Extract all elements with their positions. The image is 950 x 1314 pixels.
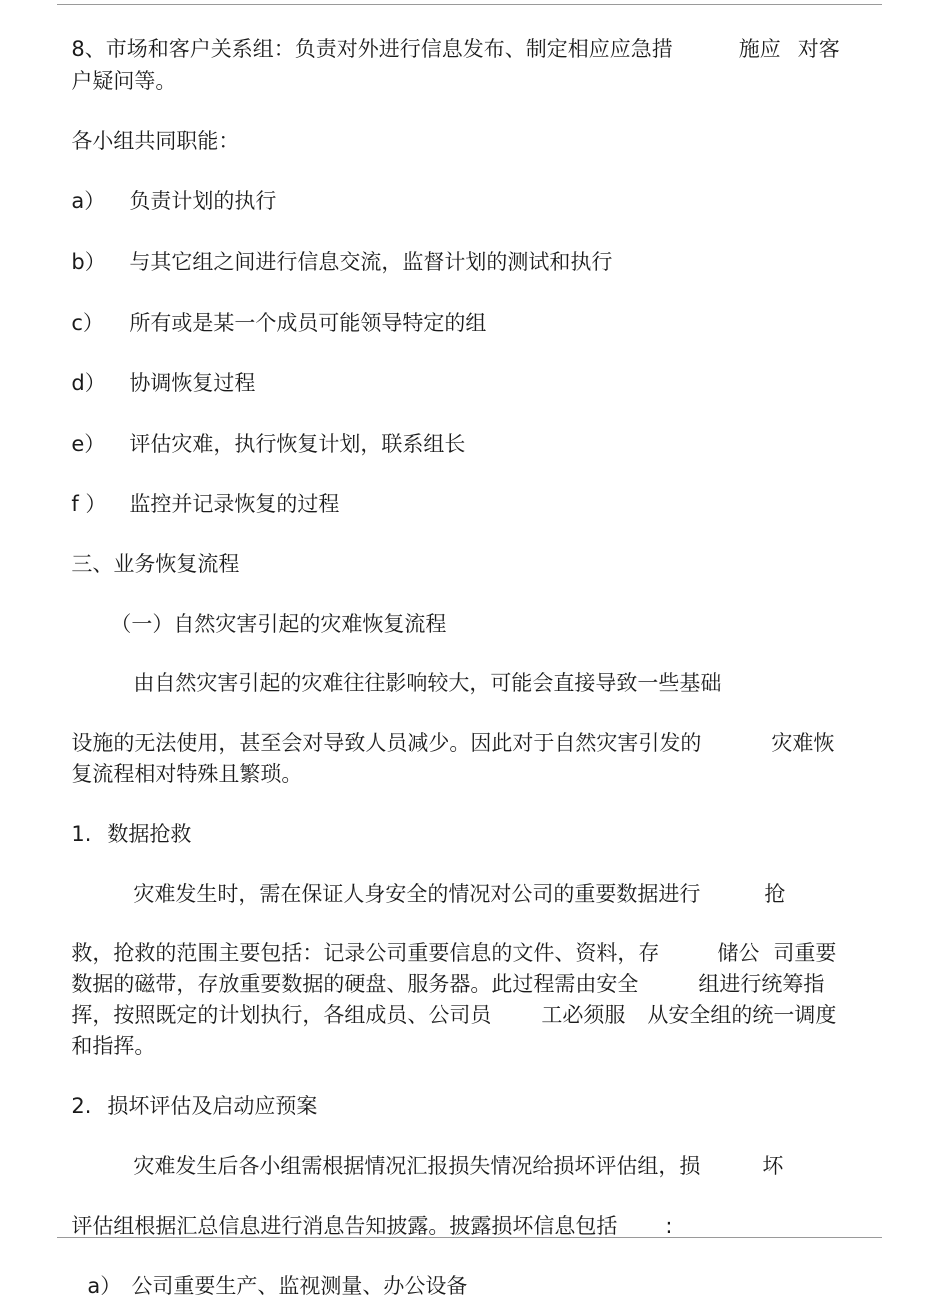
list-marker: f ）: [71, 492, 107, 516]
list-marker: a）: [87, 1274, 122, 1298]
text: 抢: [764, 882, 786, 906]
text: 复流程相对特殊且繁琐。: [71, 762, 303, 786]
paragraph-line: [58, 729, 303, 786]
subsection-heading: [97, 579, 447, 636]
paragraph-line: [58, 698, 835, 755]
text: 施应: [738, 37, 781, 61]
text: （一）自然灾害引起的灾难恢复流程: [110, 612, 447, 636]
text: 设施的无法使用，甚至会对导致人员减少。因此对于自然灾害引发的: [71, 731, 702, 755]
list-marker: d）: [71, 371, 106, 395]
section-heading: [58, 96, 240, 153]
paragraph-line: [58, 1181, 673, 1238]
numbered-heading: [58, 789, 192, 846]
list-item-text: 公司重要生产、监视测量、办公设备: [131, 1274, 468, 1298]
heading-number: 2.: [71, 1094, 92, 1118]
list-item-text: 监控并记录恢复的过程: [129, 492, 340, 516]
numbered-heading: [58, 1061, 318, 1118]
list-item: [58, 217, 613, 274]
text: 损坏评估及启动应预案: [107, 1094, 318, 1118]
text: 司重要: [773, 941, 837, 965]
text: 对客: [797, 37, 840, 61]
list-marker: c）: [71, 311, 104, 335]
text: 评估组根据汇总信息进行消息告知披露。披露损坏信息包括: [71, 1214, 618, 1238]
paragraph-line: [58, 939, 825, 996]
list-item: [58, 156, 277, 213]
list-marker: a）: [71, 189, 106, 213]
text: 储公: [717, 941, 760, 965]
paragraph-line: [58, 1001, 156, 1058]
list-marker: e）: [71, 432, 106, 456]
text: 数据的磁带，存放重要数据的硬盘、服务器。此过程需由安全: [71, 972, 639, 996]
text: 8、市场和客户关系组：负责对外进行信息发布、制定相应应急措: [71, 37, 673, 61]
list-item-text: 评估灾难，执行恢复计划，联系组长: [129, 432, 466, 456]
text: 工必须服: [541, 1003, 626, 1027]
list-marker: b）: [71, 250, 106, 274]
text: 和指挥。: [71, 1034, 156, 1058]
text: 从安全组的统一调度: [647, 1003, 837, 1027]
heading-number: 1.: [71, 822, 92, 846]
paragraph-line: [120, 638, 722, 695]
list-item: [58, 399, 466, 456]
paragraph-line: [120, 1121, 784, 1178]
list-item: [58, 278, 487, 335]
text: :: [665, 1214, 673, 1238]
list-item-text: 协调恢复过程: [129, 371, 256, 395]
text: 救，抢救的范围主要包括：记录公司重要信息的文件、资料，存: [71, 941, 660, 965]
text: 坏: [762, 1154, 784, 1178]
list-item: [58, 459, 340, 516]
text: 由自然灾害引起的灾难往往影响较大，可能会直接导致一些基础: [133, 671, 722, 695]
list-item-text: 负责计划的执行: [129, 189, 277, 213]
text: 各小组共同职能：: [71, 129, 240, 153]
text: 户疑问等。: [71, 69, 177, 93]
paragraph-line: [58, 908, 837, 965]
section-heading: [58, 519, 240, 576]
text: 数据抢救: [107, 822, 192, 846]
paragraph-line: [120, 849, 786, 906]
text: 灾难发生后各小组需根据情况汇报损失情况给损坏评估组，损: [133, 1154, 701, 1178]
text: 组进行统筹指: [698, 972, 825, 996]
list-item-text: 与其它组之间进行信息交流，监督计划的测试和执行: [129, 250, 613, 274]
paragraph-line: [58, 970, 837, 1027]
list-item: [58, 338, 256, 395]
paragraph-line: [58, 36, 177, 93]
list-item-text: 所有或是某一个成员可能领导特定的组: [129, 311, 487, 335]
paragraph-line: [58, 4, 840, 61]
text: 灾难恢: [771, 731, 835, 755]
text: 灾难发生时，需在保证人身安全的情况对公司的重要数据进行: [133, 882, 701, 906]
bottom-rule: [57, 1237, 882, 1238]
text: 挥，按照既定的计划执行，各组成员、公司员: [71, 1003, 492, 1027]
list-item: [74, 1241, 468, 1298]
text: 三、业务恢复流程: [71, 552, 240, 576]
